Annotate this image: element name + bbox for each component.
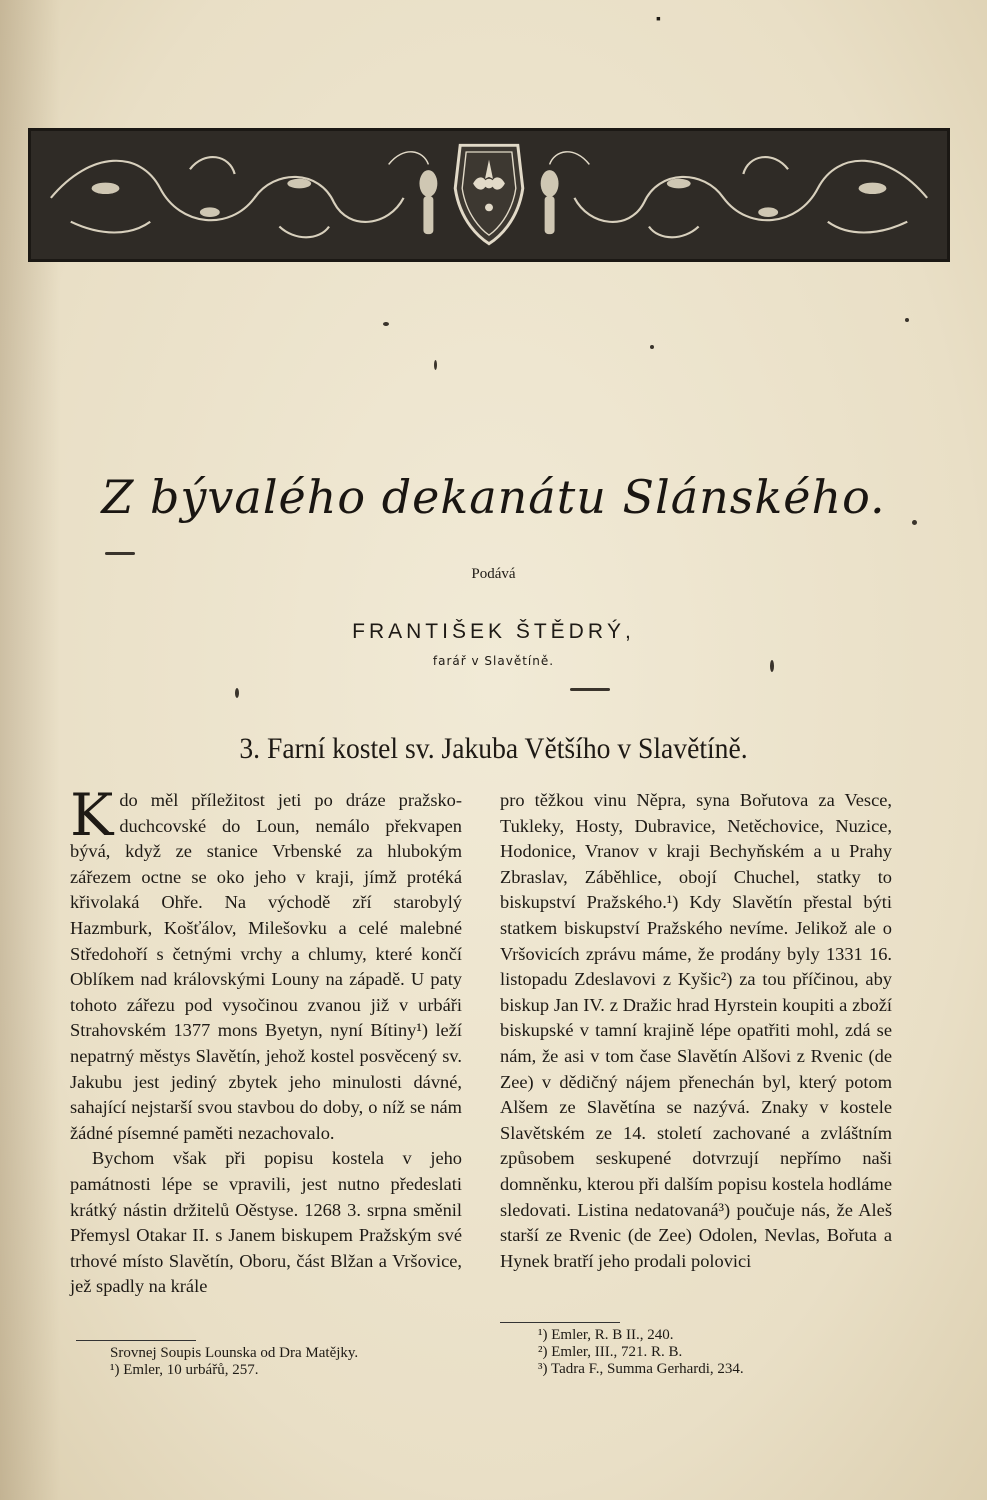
paragraph: pro těžkou vinu Něpra, syna Bořutova za Vesce, Tukleky, Hosty, Dubravice, Netěchovice, Nuzice, Hodonice, Vranov v kraji Bechyňském a u Prahy Zbraslav, Záběhlice, obojí Chuchel, statky to biskupství Pražského.¹) Kdy Slavětín přestal býti statkem biskupství Pražského nevíme. Jelikož ale o Vršovicích zprávu máme, že prodány byly 1331 16. listopadu Zdeslavovi z Kyšic²) za tou příčinou, aby biskup Jan IV. z Dražic hrad Hyrstein koupiti a zboží biskupské v tamní krajině lépe opatřiti mohl, zdá se nám, že asi v tom čase Slavětín Alšovi z Rvenic (de Zee) v dědičný nájem přenechán byl, který potom Alšem ze Slavětína se nazývá. Znaky v kostele Slavětském ze 14. století zachované a zvláštním způsobem seskupené dotvrzují nepřímo naši domněnku, kterou při dalším popisu kostela hodláme sledovati. Listina nedatovaná³) poučuje nás, že Aleš starší ze Rvenic (de Zee) Odolen, Nevlas, Bořuta a Hynek bratří jeho prodali polovici [500,790,892,1271]
section-title: 3. Farní kostel sv. Jakuba Většího v Slavětíně. [239,732,748,765]
ink-speck [105,552,135,555]
author-role: farář v Slavětíně. [432,654,555,668]
ink-speck [905,318,909,322]
paragraph [70,781,462,1146]
ink-speck [770,660,774,672]
footnote-divider [76,1340,196,1341]
ink-speck [383,322,389,326]
footnote: ³) Tadra F., Summa Gerhardi, 234. [538,1361,744,1377]
drop-cap: K [70,781,114,849]
article-title: Z bývalého dekanátu Slánského. [101,470,886,524]
printer-mark: ▪ [656,12,661,27]
footnotes-left [110,1345,490,1379]
ornament-scrollwork [31,131,947,259]
footnote: ¹) Emler, R. B II., 240. [538,1327,674,1343]
footnote: Srovnej Soupis Lounska od Dra Matějky. [110,1345,359,1361]
ornamental-header-banner [28,128,950,262]
author-name: FRANTIŠEK ŠTĚDRÝ, [352,620,635,643]
footnote: ¹) Emler, 10 urbářů, 257. [110,1362,259,1378]
left-text-column [70,781,462,1300]
footnote-divider [500,1322,620,1323]
footnotes-right [538,1327,918,1378]
ink-speck [570,688,610,691]
podava-label: Podává [471,566,516,582]
paragraph-text: do měl příležitost jeti po dráze pražsko-duchcovské do Loun, nemálo překvapen bývá, když ze stanice Vrbenské za hlubokým zářezem octne se oko jeho v kraji, jímž protéká křivolaká Ohře. Na východě zří starobylý Hazmburk, Košťálov, Milešovku a celé malebné Středohoří s četnými vrchy a chlumy, které končí Oblíkem nad královskými Louny na západě. U paty tohoto zářezu pod vysočinou zvanou již v urbáři Strahovském 1377 mons Byetyn, nyní Bítiny¹) leží nepatrný městys Slavětín, jehož kostel posvěcený sv. Jakubu jest jediný zbytek jeho minulosti dávné, sahající nejstarší svou stavbou do doby, o níž se nám žádné písemné paměti nezachovalo. [70,790,462,1143]
footnote: ²) Emler, III., 721. R. B. [538,1344,683,1360]
right-text-column [500,788,892,1274]
ink-speck [650,345,654,349]
paragraph: Bychom však při popisu kostela v jeho památnosti lépe se vpravili, jest nutno předeslati krátký nástin držitelů Oěstyse. 1268 3. srpna směnil Přemysl Otakar II. s Janem biskupem Pražským své trhové místo Slavětín, Oboru, část Blžan a Vršovice, jež spadly na krále [70,1148,462,1297]
ink-speck [912,520,917,525]
ink-speck [235,688,239,698]
ink-speck [434,360,437,370]
